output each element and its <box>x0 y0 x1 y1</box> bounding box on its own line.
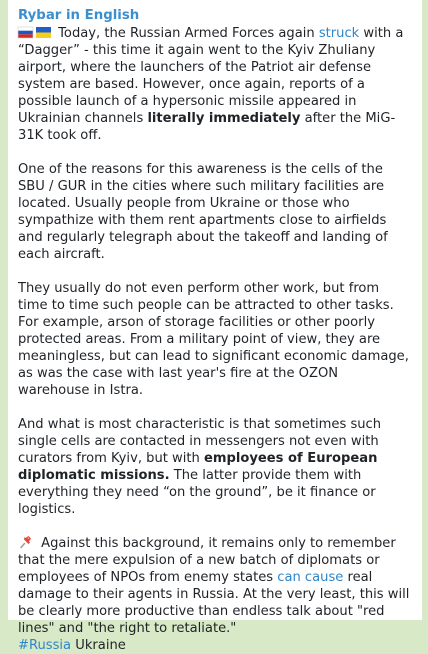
p1-bold: literally immediately <box>147 111 301 126</box>
paragraph-1 <box>18 25 412 144</box>
can-cause-link[interactable]: can cause <box>277 570 344 585</box>
p1-text-c: after the MiG-31K took off. <box>18 111 396 143</box>
russia-flag-icon <box>18 27 33 38</box>
paragraph-3: They usually do not even perform other work, but from time to time such people can be attracted to other tasks. For example, arson of storage facilities or other poorly protected areas. From a military point of view, they are meaningless, but can lead to significant economic damage, as was the case with last year's fire at the OZON warehouse in Istra. <box>18 281 409 398</box>
pushpin-icon <box>18 535 33 549</box>
p4-bold: employees of European diplomatic missions. <box>18 451 378 483</box>
paragraph-2: One of the reasons for this awareness is the cells of the SBU / GUR in the cities where such military facilities are located. Usually people from Ukraine or those who sympathize with them rent apartments close to airfields and regularly telegraph about the takeoff and landing of each aircraft. <box>18 162 388 262</box>
p1-text-a: Today, the Russian Armed Forces again <box>54 26 319 41</box>
p5-text-a: Against this background, it remains only to remember that the mere expulsion of a new batch of diplomats or employees of NPOs from enemy states <box>18 536 396 585</box>
p4-text-a: And what is most characteristic is that sometimes such single cells are contacted in messengers not even with curators from Kyiv, but with <box>18 417 382 466</box>
p4-text-b: The latter provide them with everything they need “on the ground”, be it finance or logistics. <box>18 468 376 517</box>
message-bubble <box>8 0 422 653</box>
p1-text-b: with a “Dagger” - this time it again went to the Kyiv Zhuliany airport, where the launchers of the Patriot air defense system are based. However, once again, reports of a possible launch of a hypersonic missile appeared in Ukrainian channels <box>18 26 404 126</box>
paragraph-4 <box>18 416 412 518</box>
p5-text-b: real damage to their agents in Russia. At the very least, this will be clearly more productive than endless talk about "red lines" and "the right to retaliate." <box>18 570 410 636</box>
paragraph-5 <box>18 535 412 654</box>
ukraine-flag-icon <box>36 27 51 38</box>
struck-link[interactable]: struck <box>318 26 360 41</box>
channel-name[interactable]: Rybar in English <box>18 8 140 23</box>
hashtag-russia[interactable]: #Russia <box>18 638 72 653</box>
tag-ukraine: Ukraine <box>71 638 126 653</box>
